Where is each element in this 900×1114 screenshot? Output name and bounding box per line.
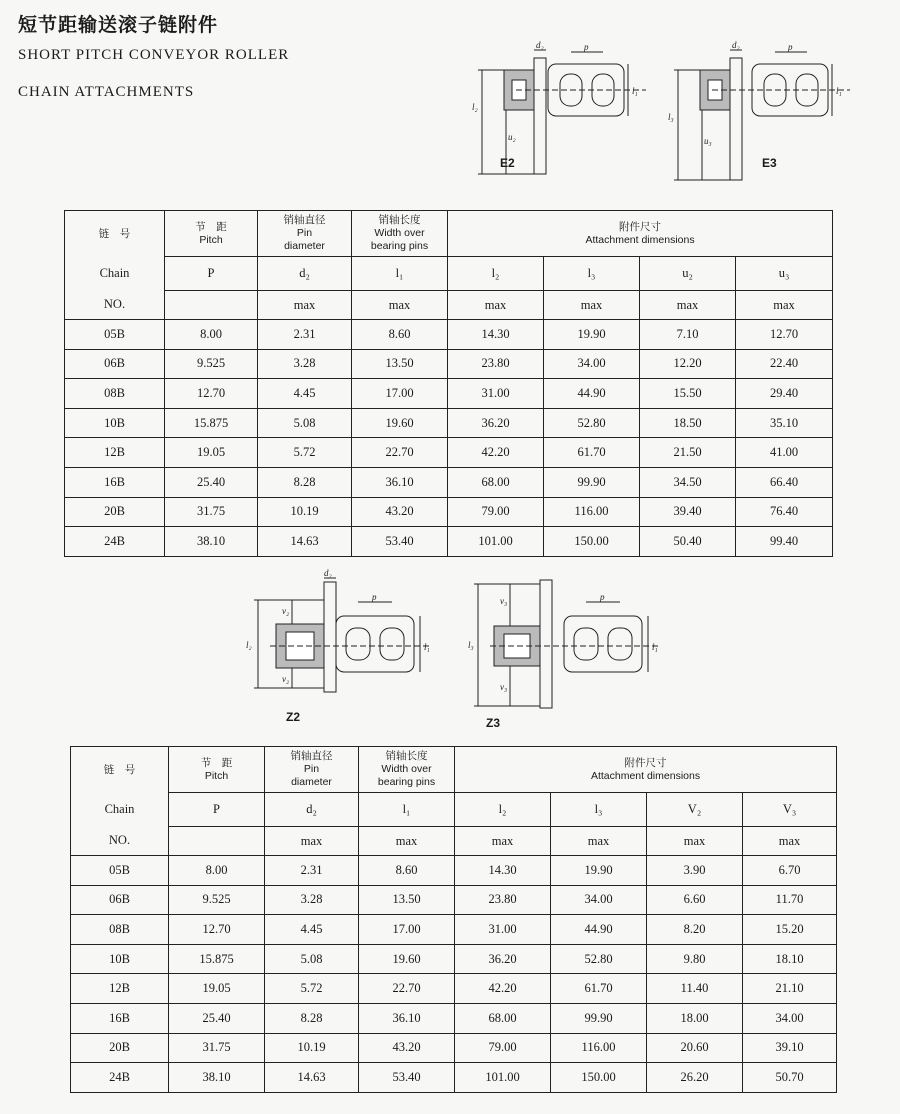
value-cell: 11.70 — [743, 885, 837, 915]
value-cell: 13.50 — [352, 349, 448, 379]
value-cell: 19.60 — [352, 408, 448, 438]
t2-sym: l₃ — [551, 793, 647, 827]
value-cell: 19.90 — [544, 320, 640, 350]
page-title-en-line2: CHAIN ATTACHMENTS — [18, 84, 195, 100]
figure-z2-diagram — [240, 568, 440, 702]
table-row — [65, 467, 833, 497]
value-cell: 12.70 — [736, 320, 833, 350]
value-cell: 52.80 — [544, 408, 640, 438]
value-cell: 3.28 — [258, 349, 352, 379]
e3-l1-label: l₁ — [836, 86, 842, 96]
value-cell: 61.70 — [544, 438, 640, 468]
value-cell: 68.00 — [455, 1003, 551, 1033]
value-cell: 21.10 — [743, 974, 837, 1004]
e3-l3-label: l₃ — [668, 112, 674, 122]
e3-p-label: p — [788, 42, 793, 52]
value-cell: 19.05 — [169, 974, 265, 1004]
value-cell: 42.20 — [448, 438, 544, 468]
value-cell: 8.00 — [165, 320, 258, 350]
table-row — [65, 349, 833, 379]
t1-head-width: 销轴长度 Width over bearing pins — [352, 211, 448, 257]
value-cell: 3.90 — [647, 856, 743, 886]
value-cell: 12.70 — [165, 379, 258, 409]
figure-e3-label: E3 — [762, 156, 777, 170]
chain-no-cell: 12B — [71, 974, 169, 1004]
value-cell: 99.40 — [736, 527, 833, 557]
value-cell: 8.00 — [169, 856, 265, 886]
value-cell: 31.75 — [169, 1033, 265, 1063]
t2-unit-row — [71, 827, 837, 856]
value-cell: 6.70 — [743, 856, 837, 886]
value-cell: 61.70 — [551, 974, 647, 1004]
value-cell: 14.63 — [258, 527, 352, 557]
z3-v3-top-label: v₃ — [500, 596, 508, 606]
value-cell: 5.08 — [265, 944, 359, 974]
figure-z3-diagram — [470, 572, 665, 712]
table-row — [71, 885, 837, 915]
value-cell: 14.30 — [448, 320, 544, 350]
t1-head-attach: 附件尺寸 Attachment dimensions — [448, 211, 833, 257]
t2-sym: l₂ — [455, 793, 551, 827]
value-cell: 44.90 — [544, 379, 640, 409]
table-row — [71, 944, 837, 974]
chain-no-cell: 24B — [71, 1063, 169, 1093]
value-cell: 39.10 — [743, 1033, 837, 1063]
table-row — [65, 408, 833, 438]
value-cell: 26.20 — [647, 1063, 743, 1093]
value-cell: 116.00 — [544, 497, 640, 527]
value-cell: 43.20 — [359, 1033, 455, 1063]
value-cell: 15.20 — [743, 915, 837, 945]
value-cell: 22.40 — [736, 349, 833, 379]
value-cell: 34.50 — [640, 467, 736, 497]
chain-no-cell: 05B — [71, 856, 169, 886]
t2-unit: max — [455, 827, 551, 856]
chain-no-cell: 08B — [71, 915, 169, 945]
page-title-en-line1: SHORT PITCH CONVEYOR ROLLER — [18, 47, 290, 63]
value-cell: 23.80 — [455, 885, 551, 915]
value-cell: 20.60 — [647, 1033, 743, 1063]
value-cell: 150.00 — [544, 527, 640, 557]
z2-d2-label: d₂ — [324, 568, 332, 578]
t2-head-chain-en: Chain — [71, 793, 169, 827]
value-cell: 36.20 — [448, 408, 544, 438]
z2-v2-top-label: v₂ — [282, 606, 290, 616]
t2-head-pitch: 节 距 Pitch — [169, 747, 265, 793]
value-cell: 14.30 — [455, 856, 551, 886]
value-cell: 8.28 — [265, 1003, 359, 1033]
e3-u3-label: u₃ — [704, 136, 712, 146]
table-row — [71, 1033, 837, 1063]
value-cell: 18.00 — [647, 1003, 743, 1033]
value-cell: 10.19 — [265, 1033, 359, 1063]
t1-head-pitch: 节 距 Pitch — [165, 211, 258, 257]
z3-v3-bottom-label: v₃ — [500, 682, 508, 692]
e3-d2-label: d₂ — [732, 40, 740, 50]
value-cell: 31.00 — [448, 379, 544, 409]
value-cell: 9.80 — [647, 944, 743, 974]
value-cell: 53.40 — [359, 1063, 455, 1093]
t1-unit: max — [258, 291, 352, 320]
t2-unit: max — [265, 827, 359, 856]
value-cell: 38.10 — [165, 527, 258, 557]
value-cell: 31.00 — [455, 915, 551, 945]
value-cell: 79.00 — [455, 1033, 551, 1063]
t2-unit: max — [647, 827, 743, 856]
value-cell: 50.40 — [640, 527, 736, 557]
value-cell: 150.00 — [551, 1063, 647, 1093]
value-cell: 9.525 — [169, 885, 265, 915]
t1-sym: P — [165, 257, 258, 291]
z3-l1-label: l₁ — [652, 642, 658, 652]
value-cell: 19.60 — [359, 944, 455, 974]
e2-p-label: p — [584, 42, 589, 52]
t1-head-pin: 销轴直径 Pin diameter — [258, 211, 352, 257]
value-cell: 29.40 — [736, 379, 833, 409]
t1-unit: max — [352, 291, 448, 320]
value-cell: 17.00 — [359, 915, 455, 945]
table-row — [65, 438, 833, 468]
z2-l2-label: l₂ — [246, 640, 252, 650]
t1-head-chain-no: NO. — [65, 291, 165, 320]
value-cell: 34.00 — [743, 1003, 837, 1033]
chain-no-cell: 08B — [65, 379, 165, 409]
z2-v2-bottom-label: v₂ — [282, 674, 290, 684]
table-row — [71, 856, 837, 886]
t1-unit-row — [65, 291, 833, 320]
figure-e2-label: E2 — [500, 156, 515, 170]
value-cell: 19.05 — [165, 438, 258, 468]
t1-unit: max — [448, 291, 544, 320]
chain-no-cell: 20B — [71, 1033, 169, 1063]
page-title-cn: 短节距输送滚子链附件 — [18, 14, 219, 36]
chain-no-cell: 24B — [65, 527, 165, 557]
value-cell: 79.00 — [448, 497, 544, 527]
t2-symbol-row — [71, 793, 837, 827]
t1-sym: l₃ — [544, 257, 640, 291]
e2-l2-label: l₂ — [472, 102, 478, 112]
z3-l3-label: l₃ — [468, 640, 474, 650]
value-cell: 5.72 — [258, 438, 352, 468]
value-cell: 18.50 — [640, 408, 736, 438]
value-cell: 53.40 — [352, 527, 448, 557]
value-cell: 14.63 — [265, 1063, 359, 1093]
table-row — [71, 974, 837, 1004]
t1-sym: l₂ — [448, 257, 544, 291]
value-cell: 99.90 — [551, 1003, 647, 1033]
value-cell: 12.20 — [640, 349, 736, 379]
value-cell: 6.60 — [647, 885, 743, 915]
value-cell: 8.60 — [359, 856, 455, 886]
chain-no-cell: 10B — [71, 944, 169, 974]
value-cell: 76.40 — [736, 497, 833, 527]
value-cell: 22.70 — [359, 974, 455, 1004]
value-cell: 12.70 — [169, 915, 265, 945]
t1-unit — [165, 291, 258, 320]
t1-sym: u₃ — [736, 257, 833, 291]
t2-sym: V₃ — [743, 793, 837, 827]
value-cell: 5.72 — [265, 974, 359, 1004]
value-cell: 2.31 — [265, 856, 359, 886]
table-row — [65, 527, 833, 557]
value-cell: 15.875 — [165, 408, 258, 438]
value-cell: 8.60 — [352, 320, 448, 350]
table-row — [65, 320, 833, 350]
value-cell: 101.00 — [455, 1063, 551, 1093]
figure-z3-label: Z3 — [486, 716, 501, 730]
chain-no-cell: 16B — [71, 1003, 169, 1033]
t1-symbol-row — [65, 257, 833, 291]
value-cell: 18.10 — [743, 944, 837, 974]
value-cell: 21.50 — [640, 438, 736, 468]
value-cell: 35.10 — [736, 408, 833, 438]
value-cell: 4.45 — [258, 379, 352, 409]
value-cell: 68.00 — [448, 467, 544, 497]
value-cell: 36.10 — [352, 467, 448, 497]
value-cell: 19.90 — [551, 856, 647, 886]
value-cell: 41.00 — [736, 438, 833, 468]
value-cell: 101.00 — [448, 527, 544, 557]
z3-p-label: p — [600, 592, 605, 602]
value-cell: 34.00 — [544, 349, 640, 379]
value-cell: 66.40 — [736, 467, 833, 497]
value-cell: 4.45 — [265, 915, 359, 945]
value-cell: 11.40 — [647, 974, 743, 1004]
e2-l1-label: l₁ — [632, 86, 638, 96]
value-cell: 44.90 — [551, 915, 647, 945]
value-cell: 34.00 — [551, 885, 647, 915]
t2-sym: d₂ — [265, 793, 359, 827]
t2-head-attach: 附件尺寸 Attachment dimensions — [455, 747, 837, 793]
t1-unit: max — [544, 291, 640, 320]
e2-d2-label: d₂ — [536, 40, 544, 50]
value-cell: 7.10 — [640, 320, 736, 350]
t2-unit — [169, 827, 265, 856]
t2-sym: l₁ — [359, 793, 455, 827]
value-cell: 15.875 — [169, 944, 265, 974]
value-cell: 39.40 — [640, 497, 736, 527]
table-e-attachments — [64, 210, 833, 557]
t1-head-chain-cn: 链 号 — [65, 211, 165, 257]
value-cell: 42.20 — [455, 974, 551, 1004]
value-cell: 17.00 — [352, 379, 448, 409]
value-cell: 5.08 — [258, 408, 352, 438]
table-z-attachments — [70, 746, 837, 1093]
value-cell: 36.10 — [359, 1003, 455, 1033]
z2-p-label: p — [372, 592, 377, 602]
table-row — [71, 1003, 837, 1033]
t1-unit: max — [736, 291, 833, 320]
value-cell: 31.75 — [165, 497, 258, 527]
chain-no-cell: 06B — [65, 349, 165, 379]
value-cell: 50.70 — [743, 1063, 837, 1093]
e2-u2-label: u₂ — [508, 132, 516, 142]
chain-no-cell: 05B — [65, 320, 165, 350]
chain-no-cell: 06B — [71, 885, 169, 915]
value-cell: 2.31 — [258, 320, 352, 350]
t2-unit: max — [359, 827, 455, 856]
t2-head-pin: 销轴直径 Pin diameter — [265, 747, 359, 793]
t2-head-width: 销轴长度 Width over bearing pins — [359, 747, 455, 793]
z2-l1-label: l₁ — [424, 642, 430, 652]
table-row — [65, 497, 833, 527]
value-cell: 43.20 — [352, 497, 448, 527]
table-row — [71, 915, 837, 945]
t1-sym: l₁ — [352, 257, 448, 291]
value-cell: 99.90 — [544, 467, 640, 497]
value-cell: 36.20 — [455, 944, 551, 974]
chain-no-cell: 10B — [65, 408, 165, 438]
table-row — [65, 379, 833, 409]
t2-unit: max — [743, 827, 837, 856]
value-cell: 3.28 — [265, 885, 359, 915]
value-cell: 13.50 — [359, 885, 455, 915]
value-cell: 15.50 — [640, 379, 736, 409]
value-cell: 8.28 — [258, 467, 352, 497]
t1-head-chain-en: Chain — [65, 257, 165, 291]
chain-no-cell: 16B — [65, 467, 165, 497]
t2-head-chain-no: NO. — [71, 827, 169, 856]
value-cell: 25.40 — [169, 1003, 265, 1033]
value-cell: 116.00 — [551, 1033, 647, 1063]
chain-no-cell: 20B — [65, 497, 165, 527]
value-cell: 8.20 — [647, 915, 743, 945]
table-row — [71, 1063, 837, 1093]
t1-sym: d₂ — [258, 257, 352, 291]
chain-no-cell: 12B — [65, 438, 165, 468]
t1-unit: max — [640, 291, 736, 320]
figure-z2-label: Z2 — [286, 710, 301, 724]
t2-head-chain-cn: 链 号 — [71, 747, 169, 793]
value-cell: 52.80 — [551, 944, 647, 974]
t2-sym: V₂ — [647, 793, 743, 827]
value-cell: 9.525 — [165, 349, 258, 379]
value-cell: 23.80 — [448, 349, 544, 379]
t1-sym: u₂ — [640, 257, 736, 291]
value-cell: 22.70 — [352, 438, 448, 468]
value-cell: 38.10 — [169, 1063, 265, 1093]
t2-sym: P — [169, 793, 265, 827]
value-cell: 10.19 — [258, 497, 352, 527]
t2-unit: max — [551, 827, 647, 856]
value-cell: 25.40 — [165, 467, 258, 497]
